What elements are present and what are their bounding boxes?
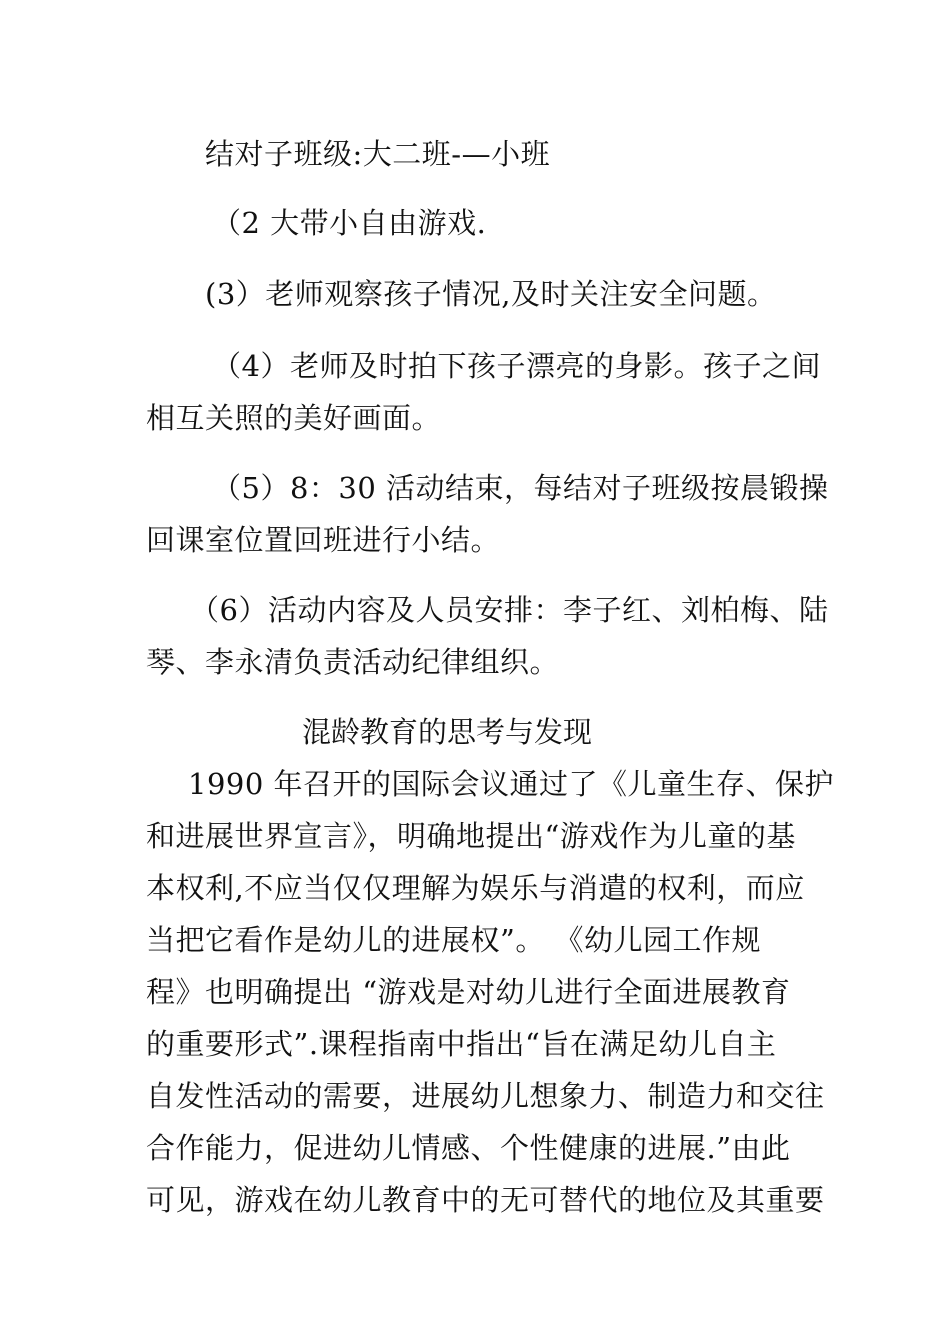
activity-item-3: (3）老师观察孩子情况,及时关注安全问题。 [205, 277, 777, 311]
paragraph-line: 的重要形式”.课程指南中指出“旨在满足幼儿自主 [146, 1027, 777, 1061]
paragraph-line: 可见，游戏在幼儿教育中的无可替代的地位及其重要 [146, 1183, 825, 1217]
activity-item-5-line-2: 回课室位置回班进行小结。 [146, 523, 501, 557]
activity-item-4-line-2: 相互关照的美好画面。 [146, 401, 442, 435]
activity-item-6-line-1: （6）活动内容及人员安排：李子红、刘柏梅、陆 [190, 593, 829, 627]
activity-item-4-line-1: （4）老师及时拍下孩子漂亮的身影。孩子之间 [212, 349, 821, 383]
section-title: 混龄教育的思考与发现 [302, 715, 593, 749]
paragraph-line: 本权利,不应当仅仅理解为娱乐与消遣的权利，而应 [146, 871, 805, 905]
paragraph-line: 自发性活动的需要，进展幼儿想象力、制造力和交往 [146, 1079, 825, 1113]
activity-item-5-line-1: （5）8：30 活动结束，每结对子班级按晨锻操 [212, 471, 829, 505]
activity-item-2: （2 大带小自由游戏. [212, 206, 487, 240]
paragraph-line: 当把它看作是幼儿的进展权”。 《幼儿园工作规 [146, 923, 762, 957]
paragraph-line: 程》也明确提出 “游戏是对幼儿进行全面进展教育 [146, 975, 791, 1009]
pairing-classes-line: 结对子班级:大二班-—小班 [205, 137, 551, 171]
paragraph-line: 1990 年召开的国际会议通过了《儿童生存、保护 [188, 767, 835, 801]
activity-item-6-line-2: 琴、李永清负责活动纪律组织。 [146, 645, 560, 679]
paragraph-line: 和进展世界宣言》，明确地提出“游戏作为儿童的基 [146, 819, 796, 853]
paragraph-line: 合作能力，促进幼儿情感、个性健康的进展.”由此 [146, 1131, 791, 1165]
